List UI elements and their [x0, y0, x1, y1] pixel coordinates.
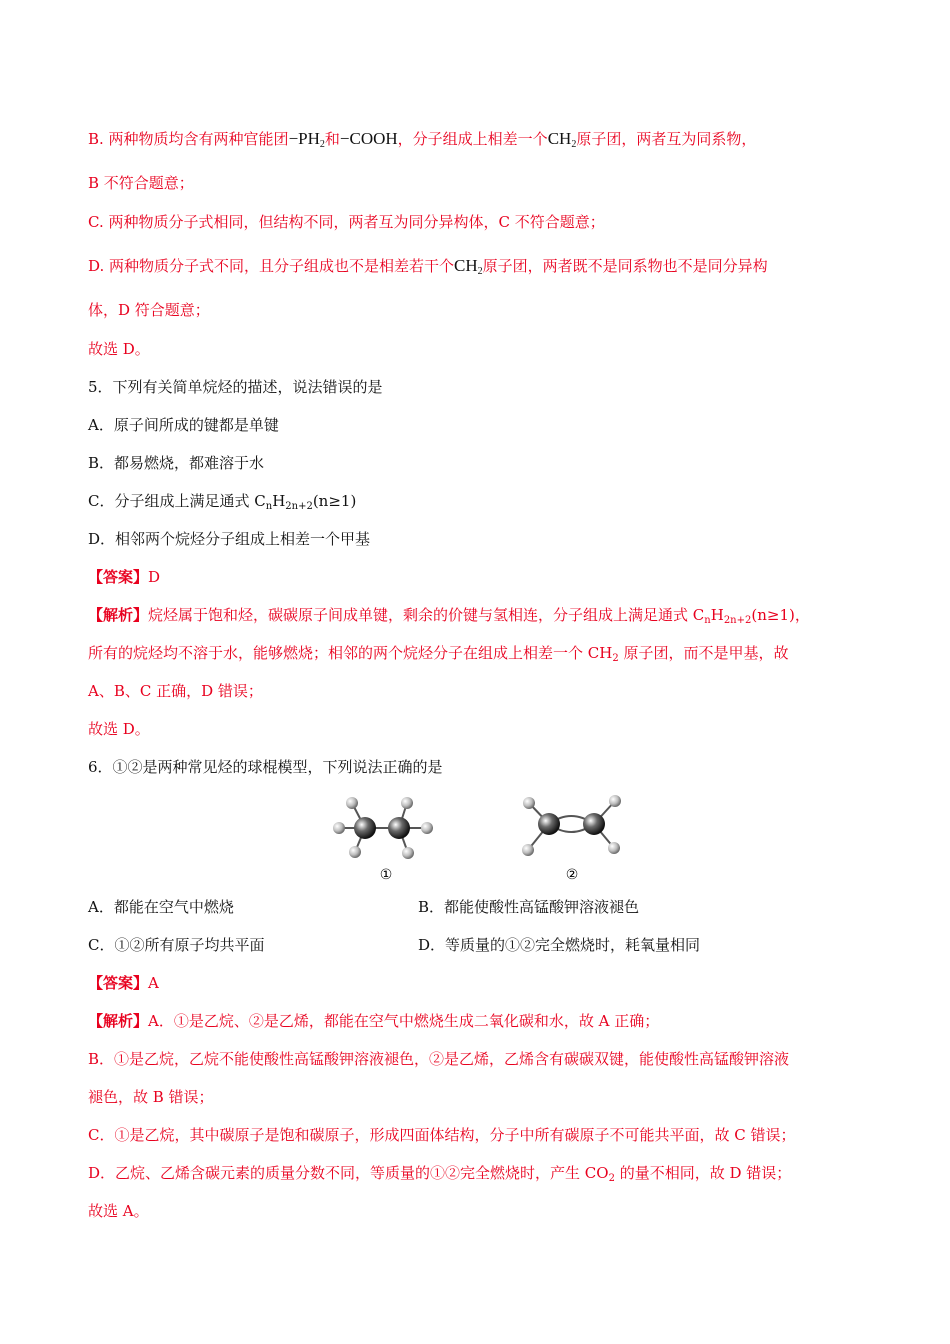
explanation-tag: 【解析】: [88, 606, 149, 624]
answer-tag: 【答案】: [88, 974, 149, 992]
q6-final-answer: 故选 A。: [88, 1202, 149, 1220]
q5-explanation-line3: A、B、C 正确，D 错误；: [88, 682, 263, 700]
q6-option-b: B．都能使酸性高锰酸钾溶液褪色: [418, 898, 640, 916]
hydrogen-atom: [346, 797, 358, 809]
q4-option-b-explanation: [88, 128, 870, 150]
text: ，分子组成上相差一个: [397, 130, 548, 148]
formula-ph2: $-PH_2$: [288, 129, 325, 150]
q6-explanation-c: C．①是乙烷，其中碳原子是饱和碳原子，形成四面体结构，分子中所有碳原子不可能共平面，故 C 错误；: [88, 1126, 796, 1144]
carbon-atom: [388, 817, 410, 839]
text: B. 两种物质均含有两种官能团: [88, 130, 289, 148]
figure-label-2: ②: [565, 867, 579, 883]
explanation-tag: 【解析】: [88, 1012, 149, 1030]
ball-stick-models-figure: [320, 790, 640, 890]
q6-explanation-a: 【解析】A．①是乙烷、②是乙烯，都能在空气中燃烧生成二氧化碳和水，故 A 正确；: [88, 1012, 660, 1030]
q6-option-c: C．①②所有原子均共平面: [88, 936, 265, 954]
q4-option-b-explanation-cont: B 不符合题意；: [88, 174, 194, 192]
q4-final-answer: 故选 D。: [88, 340, 150, 358]
answer-value: D: [148, 568, 161, 586]
hydrogen-atom: [522, 844, 534, 856]
q5-explanation-line1: 【解析】烷烃属于饱和烃，碳碳原子间成单键，剩余的价键与氢相连，分子组成上满足通式 $C_nH_{2n+2}(n\ge 1)$，: [88, 606, 810, 626]
answer-tag: 【答案】: [88, 568, 149, 586]
carbon-atom: [538, 813, 560, 835]
q6-explanation-d: D．乙烷、乙烯含碳元素的质量分数不同，等质量的①②完全燃烧时，产生 $CO_2$ 的量不相同，故 D 错误；: [88, 1164, 792, 1184]
q4-option-d-explanation-cont: 体，D 符合题意；: [88, 301, 210, 319]
ethane-model: [339, 803, 427, 853]
text: 原子团，两者互为同系物，: [576, 130, 757, 148]
q5-final-answer: 故选 D。: [88, 720, 150, 738]
carbon-atom: [354, 817, 376, 839]
q4-option-d-explanation: [88, 255, 870, 277]
q6-options-row1: [88, 896, 870, 918]
q5-option-a: A．原子间所成的键都是单键: [88, 416, 279, 434]
q6-explanation-b: B．①是乙烷，乙烷不能使酸性高锰酸钾溶液褪色，②是乙烯，乙烯含有碳碳双键，能使酸性高锰酸钾溶液: [88, 1050, 790, 1068]
carbon-atom: [583, 813, 605, 835]
q5-stem: 5．下列有关简单烷烃的描述，说法错误的是: [88, 378, 383, 396]
hydrogen-atom: [609, 795, 621, 807]
text: 原子团，两者既不是同系物也不是同分异构: [482, 257, 768, 275]
hydrogen-atom: [349, 846, 361, 858]
hydrogen-atom: [608, 842, 620, 854]
q5-option-b: B．都易燃烧，都难溶于水: [88, 454, 265, 472]
hydrogen-atom: [421, 822, 433, 834]
formula-ch2: $CH_2$: [547, 129, 577, 150]
q6-stem: 6．①②是两种常见烃的球棍模型，下列说法正确的是: [88, 758, 443, 776]
q5-option-c: C．分子组成上满足通式 $C_nH_{2n+2}(n\ge 1)$: [88, 492, 357, 512]
q6-option-d: D．等质量的①②完全燃烧时，耗氧量相同: [418, 936, 701, 954]
hydrogen-atom: [523, 797, 535, 809]
text: 和: [324, 130, 340, 148]
hydrogen-atom: [333, 822, 345, 834]
figure-label-1: ①: [379, 867, 393, 883]
ball-stick-svg: [320, 790, 640, 890]
q5-explanation-line2: 所有的烷烃均不溶于水，能够燃烧；相邻的两个烷烃分子在组成上相差一个 $CH_2$ 原子团，而不是甲基，故: [88, 644, 789, 664]
answer-value: A: [148, 974, 159, 992]
q6-option-a: A．都能在空气中燃烧: [88, 898, 234, 916]
hydrogen-atom: [401, 797, 413, 809]
formula-ch2: $CH_2$: [454, 256, 483, 277]
q5-option-d: D．相邻两个烷烃分子组成上相差一个甲基: [88, 530, 371, 548]
q6-explanation-b-cont: 褪色，故 B 错误；: [88, 1088, 214, 1106]
q5-answer: [88, 566, 870, 588]
formula-cooh: −COOH: [339, 129, 398, 148]
q4-option-c-explanation: C. 两种物质分子式相同，但结构不同，两者互为同分异构体，C 不符合题意；: [88, 213, 605, 231]
q6-answer: [88, 972, 870, 994]
hydrogen-atom: [402, 847, 414, 859]
text: D. 两种物质分子式不同，且分子组成也不是相差若干个: [88, 257, 455, 275]
q6-options-row2: [88, 934, 870, 956]
